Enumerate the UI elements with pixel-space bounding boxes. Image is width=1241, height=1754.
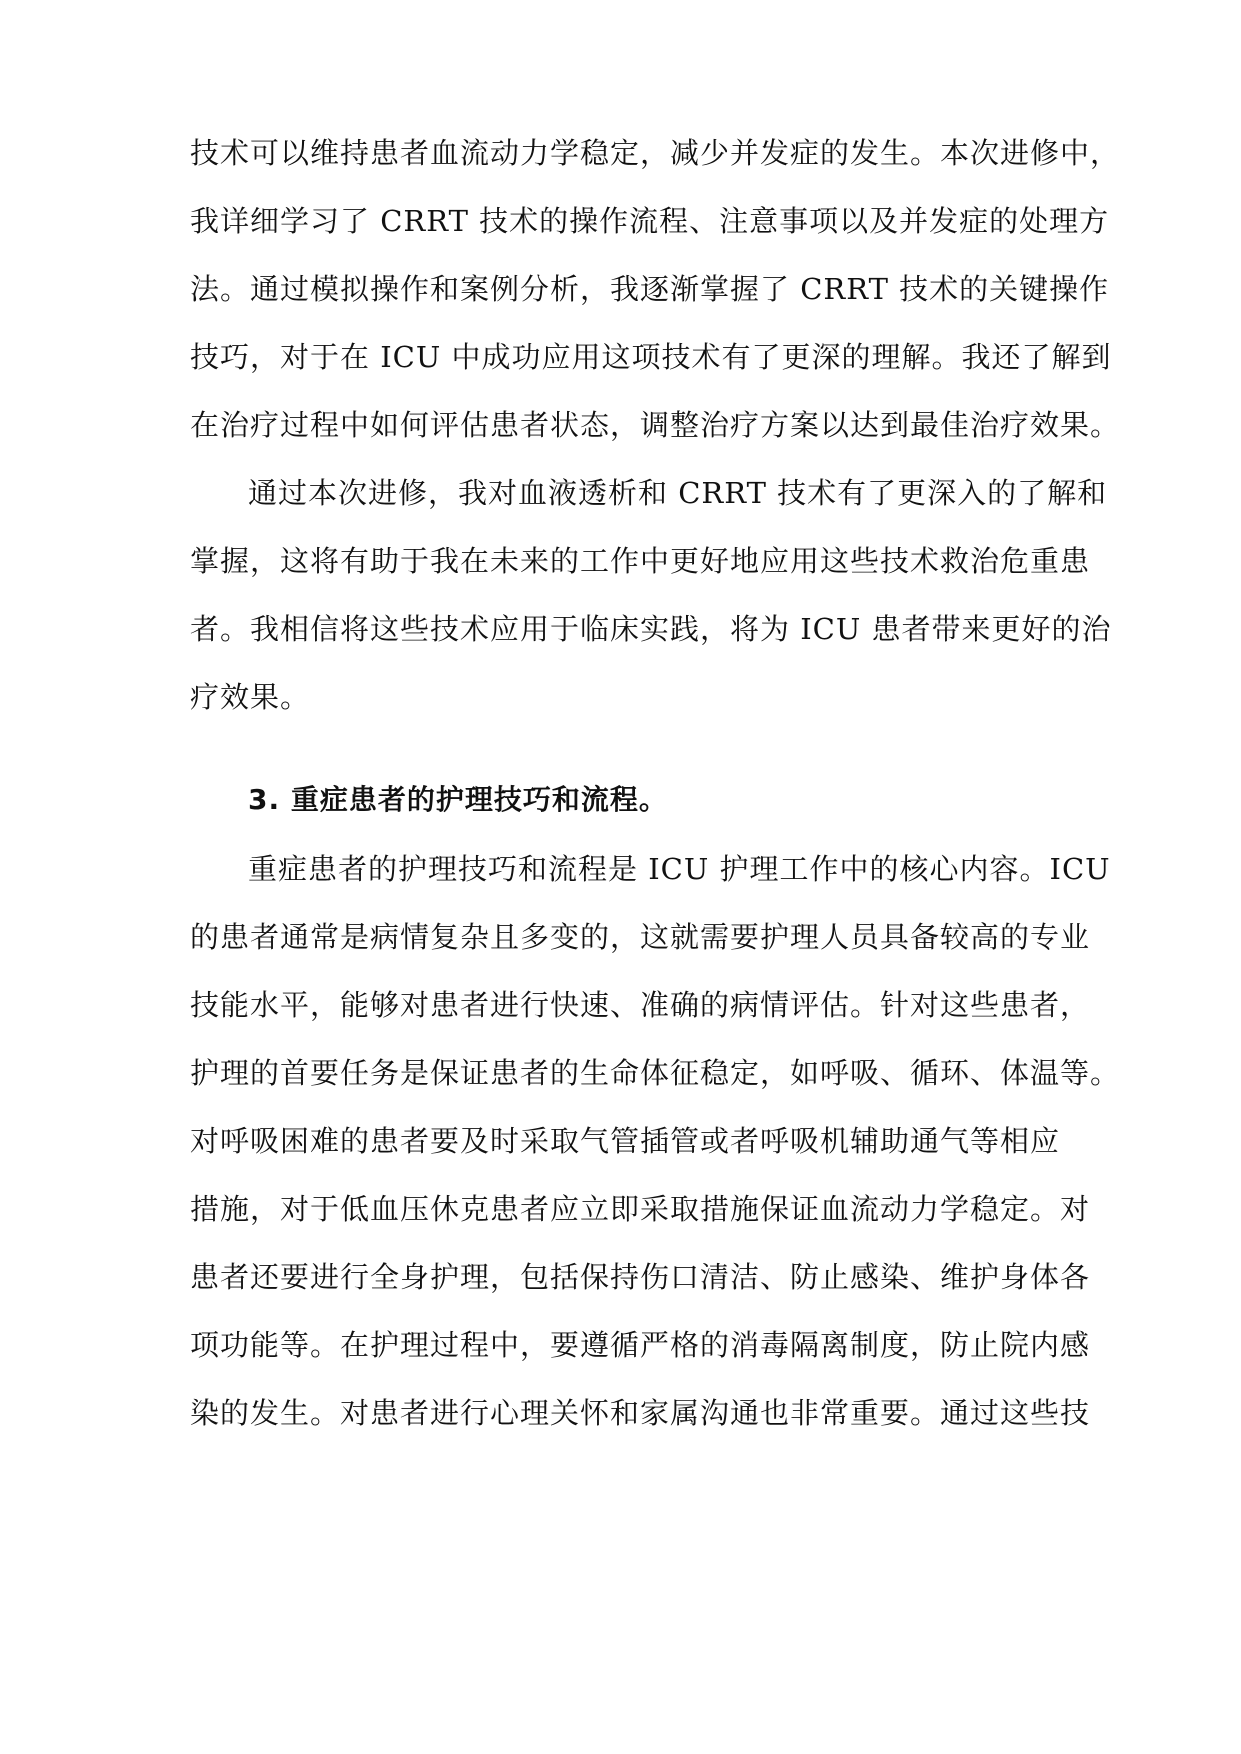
paragraph-line: 对呼吸困难的患者要及时采取气管插管或者呼吸机辅助通气等相应 bbox=[190, 1124, 1061, 1158]
paragraph-line: 我详细学习了 CRRT 技术的操作流程、注意事项以及并发症的处理方 bbox=[190, 204, 1110, 238]
paragraph-line: 重症患者的护理技巧和流程是 ICU 护理工作中的核心内容。ICU bbox=[248, 852, 1111, 886]
paragraph-line: 措施，对于低血压休克患者应立即采取措施保证血流动力学稳定。对 bbox=[190, 1192, 1091, 1226]
paragraph-line: 者。我相信将这些技术应用于临床实践，将为 ICU 患者带来更好的治 bbox=[190, 612, 1112, 646]
paragraph-line: 项功能等。在护理过程中，要遵循严格的消毒隔离制度，防止院内感 bbox=[190, 1328, 1091, 1362]
section-heading: 3. 重症患者的护理技巧和流程。 bbox=[248, 783, 668, 816]
paragraph-line: 患者还要进行全身护理，包括保持伤口清洁、防止感染、维护身体各 bbox=[190, 1260, 1091, 1294]
paragraph-line: 染的发生。对患者进行心理关怀和家属沟通也非常重要。通过这些技 bbox=[190, 1396, 1091, 1430]
paragraph-line: 疗效果。 bbox=[190, 680, 311, 714]
paragraph-line: 的患者通常是病情复杂且多变的，这就需要护理人员具备较高的专业 bbox=[190, 920, 1091, 954]
paragraph-line: 掌握，这将有助于我在未来的工作中更好地应用这些技术救治危重患 bbox=[190, 544, 1091, 578]
paragraph-line: 在治疗过程中如何评估患者状态，调整治疗方案以达到最佳治疗效果。 bbox=[190, 408, 1121, 442]
paragraph-line: 技巧，对于在 ICU 中成功应用这项技术有了更深的理解。我还了解到 bbox=[190, 340, 1112, 374]
paragraph-line: 技能水平，能够对患者进行快速、准确的病情评估。针对这些患者， bbox=[190, 988, 1091, 1022]
paragraph-line: 护理的首要任务是保证患者的生命体征稳定，如呼吸、循环、体温等。 bbox=[190, 1056, 1121, 1090]
paragraph-line: 法。通过模拟操作和案例分析，我逐渐掌握了 CRRT 技术的关键操作 bbox=[190, 272, 1110, 306]
paragraph-line: 技术可以维持患者血流动力学稳定，减少并发症的发生。本次进修中， bbox=[190, 136, 1121, 170]
paragraph-line: 通过本次进修，我对血液透析和 CRRT 技术有了更深入的了解和 bbox=[248, 476, 1108, 510]
